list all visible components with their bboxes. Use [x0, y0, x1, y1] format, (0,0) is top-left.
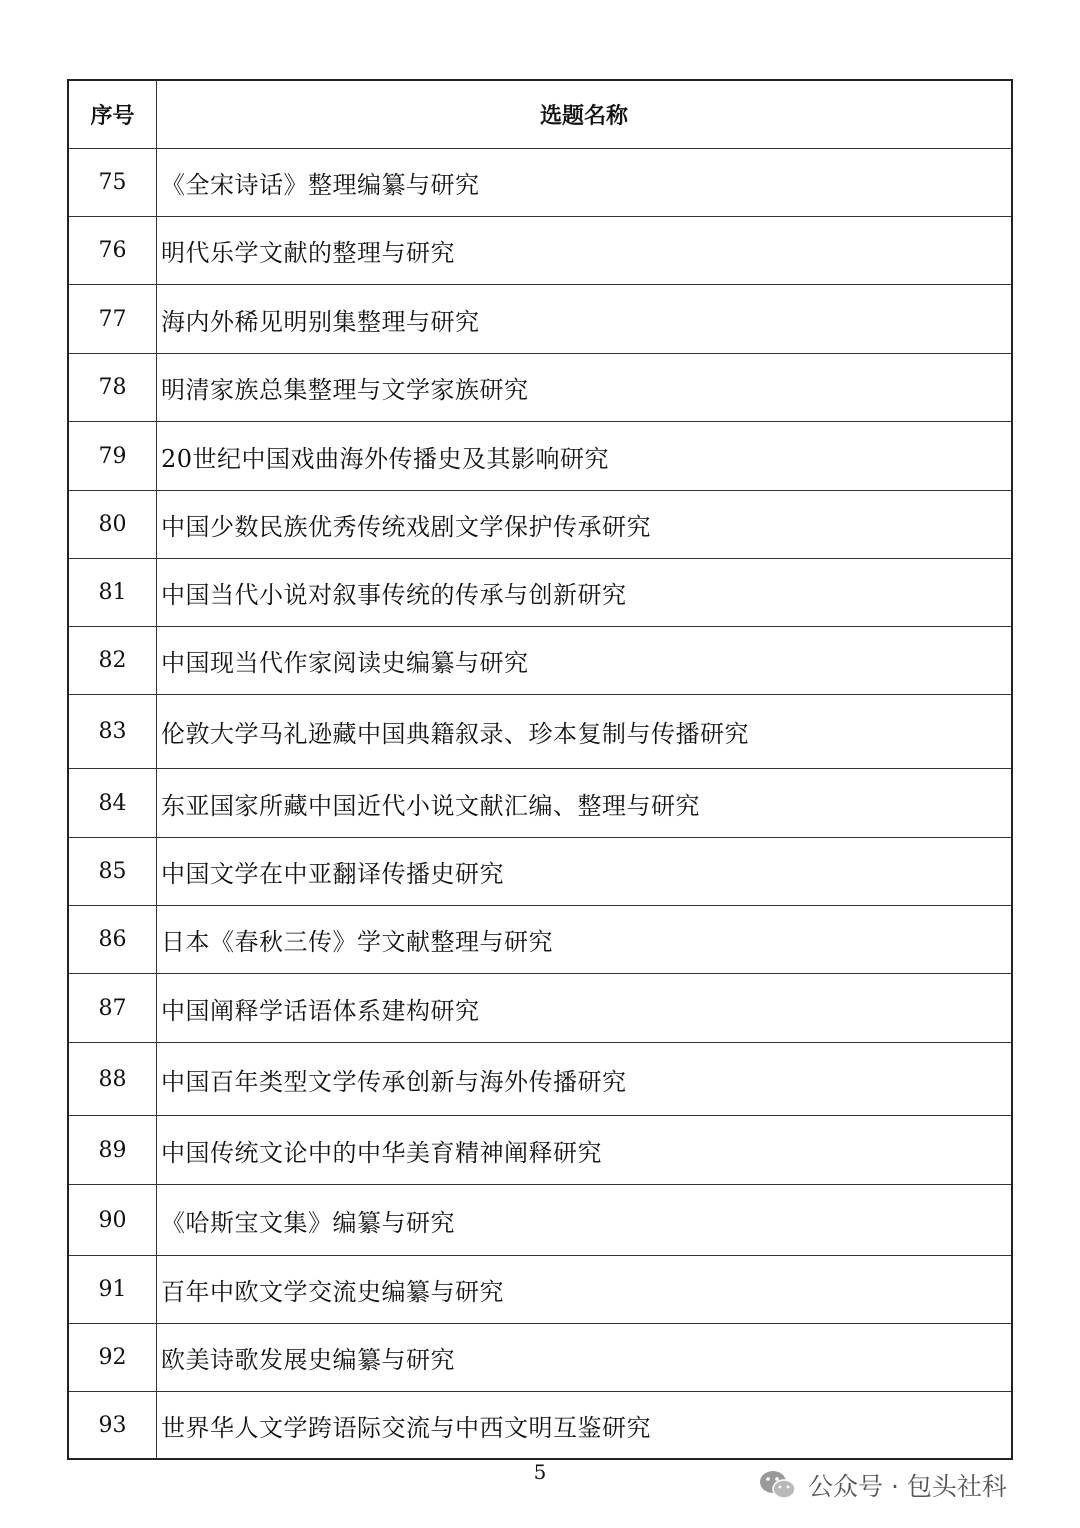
row-number: 88	[68, 1043, 157, 1116]
row-number: 75	[68, 149, 157, 217]
table-row	[68, 217, 1012, 285]
row-number: 93	[68, 1392, 157, 1460]
row-title: 伦敦大学马礼逊藏中国典籍叙录、珍本复制与传播研究	[157, 695, 1013, 769]
row-title: 中国现当代作家阅读史编纂与研究	[157, 627, 1013, 695]
row-number: 82	[68, 627, 157, 695]
row-title: 海内外稀见明别集整理与研究	[157, 285, 1013, 354]
row-title: 百年中欧文学交流史编纂与研究	[157, 1256, 1013, 1324]
row-number: 79	[68, 422, 157, 491]
table-row	[68, 838, 1012, 906]
table-row	[68, 627, 1012, 695]
row-title: 明代乐学文献的整理与研究	[157, 217, 1013, 285]
row-number: 78	[68, 354, 157, 422]
row-title: 欧美诗歌发展史编纂与研究	[157, 1324, 1013, 1392]
row-number: 90	[68, 1185, 157, 1256]
row-number: 89	[68, 1116, 157, 1185]
row-title: 中国传统文论中的中华美育精神阐释研究	[157, 1116, 1013, 1185]
row-title: 中国少数民族优秀传统戏剧文学保护传承研究	[157, 491, 1013, 559]
table-row	[68, 974, 1012, 1043]
table-row	[68, 1185, 1012, 1256]
row-number: 86	[68, 906, 157, 974]
row-number: 92	[68, 1324, 157, 1392]
row-title: 东亚国家所藏中国近代小说文献汇编、整理与研究	[157, 769, 1013, 838]
table-row	[68, 906, 1012, 974]
header-title: 选题名称	[157, 80, 1013, 149]
row-number: 83	[68, 695, 157, 769]
row-number: 91	[68, 1256, 157, 1324]
row-number: 87	[68, 974, 157, 1043]
row-number: 84	[68, 769, 157, 838]
table-row	[68, 491, 1012, 559]
row-title: 中国文学在中亚翻译传播史研究	[157, 838, 1013, 906]
row-title: 《全宋诗话》整理编纂与研究	[157, 149, 1013, 217]
row-number: 77	[68, 285, 157, 354]
row-number: 80	[68, 491, 157, 559]
table-row	[68, 354, 1012, 422]
row-title: 明清家族总集整理与文学家族研究	[157, 354, 1013, 422]
table-row	[68, 1392, 1012, 1460]
watermark	[758, 1466, 1007, 1504]
table-row	[68, 1256, 1012, 1324]
row-number: 76	[68, 217, 157, 285]
table-row	[68, 1043, 1012, 1116]
table-header-row	[68, 80, 1012, 149]
row-title: 《哈斯宝文集》编纂与研究	[157, 1185, 1013, 1256]
row-title: 日本《春秋三传》学文献整理与研究	[157, 906, 1013, 974]
table-row	[68, 285, 1012, 354]
table-row	[68, 695, 1012, 769]
table-body	[68, 149, 1012, 1460]
table-row	[68, 149, 1012, 217]
page-number: 5	[533, 1460, 547, 1484]
table-row	[68, 1324, 1012, 1392]
row-title: 20世纪中国戏曲海外传播史及其影响研究	[157, 422, 1013, 491]
row-title: 中国当代小说对叙事传统的传承与创新研究	[157, 559, 1013, 627]
wechat-icon	[758, 1469, 798, 1501]
row-title: 中国阐释学话语体系建构研究	[157, 974, 1013, 1043]
row-title: 世界华人文学跨语际交流与中西文明互鉴研究	[157, 1392, 1013, 1460]
topics-table	[67, 79, 1013, 1460]
row-number: 81	[68, 559, 157, 627]
header-number: 序号	[68, 80, 157, 149]
table-row	[68, 769, 1012, 838]
table-row	[68, 1116, 1012, 1185]
watermark-text: 公众号 · 包头社科	[808, 1472, 1007, 1501]
table-row	[68, 422, 1012, 491]
table-row	[68, 559, 1012, 627]
row-title: 中国百年类型文学传承创新与海外传播研究	[157, 1043, 1013, 1116]
row-number: 85	[68, 838, 157, 906]
